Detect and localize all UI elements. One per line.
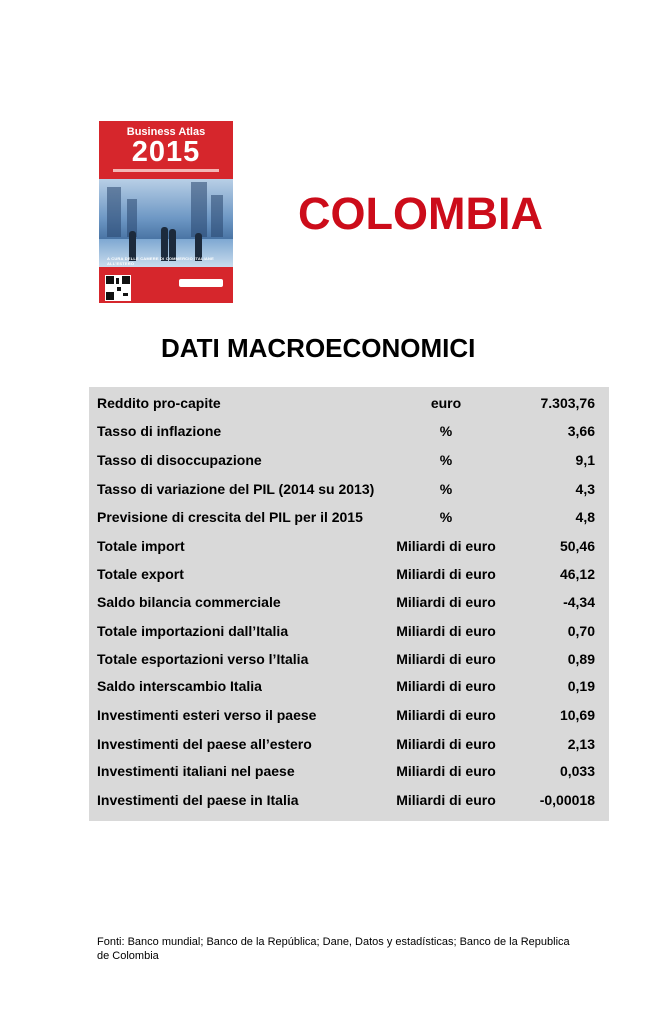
qr-code-icon bbox=[105, 275, 131, 301]
table-row: Saldo bilancia commerciale Miliardi di euro -4,34 bbox=[97, 594, 595, 610]
table-row: Tasso di variazione del PIL (2014 su 2013) % 4,3 bbox=[97, 481, 595, 497]
table-row: Investimenti esteri verso il paese Miliardi di euro 10,69 bbox=[97, 707, 595, 723]
cover-subtitle-bar bbox=[113, 169, 219, 172]
table-row: Previsione di crescita del PIL per il 2015 % 4,8 bbox=[97, 509, 595, 525]
cover-photo bbox=[99, 179, 233, 267]
table-row: Saldo interscambio Italia Miliardi di euro 0,19 bbox=[97, 678, 595, 694]
country-title: COLOMBIA bbox=[298, 188, 543, 239]
table-row: Tasso di disoccupazione % 9,1 bbox=[97, 452, 595, 468]
table-row: Totale import Miliardi di euro 50,46 bbox=[97, 538, 595, 554]
table-row: Investimenti del paese all’estero Miliardi di euro 2,13 bbox=[97, 736, 595, 752]
table-row: Totale esportazioni verso l’Italia Miliardi di euro 0,89 bbox=[97, 651, 595, 667]
publisher-logo bbox=[179, 279, 223, 287]
table-row: Tasso di inflazione % 3,66 bbox=[97, 423, 595, 439]
section-heading: DATI MACROECONOMICI bbox=[161, 333, 476, 363]
table-row: Totale export Miliardi di euro 46,12 bbox=[97, 566, 595, 582]
table-row: Investimenti del paese in Italia Miliardi di euro -0,00018 bbox=[97, 792, 595, 808]
sources-note: Fonti: Banco mundial; Banco de la República; Dane, Datos y estadísticas; Banco de la Republica de Colombia bbox=[97, 936, 570, 962]
table-row: Investimenti italiani nel paese Miliardi di euro 0,033 bbox=[97, 763, 595, 779]
cover-year: 2015 bbox=[131, 136, 201, 168]
table-row: Totale importazioni dall’Italia Miliardi di euro 0,70 bbox=[97, 623, 595, 639]
cover-title: Business Atlas bbox=[126, 126, 206, 138]
table-row: Reddito pro-capite euro 7.303,76 bbox=[97, 395, 595, 411]
macro-table bbox=[89, 387, 609, 821]
cover-caption: A CURA DELLE CAMERE DI COMMERCIO ITALIANE ALL'ESTERO bbox=[107, 256, 214, 266]
business-atlas-cover-image bbox=[99, 121, 233, 303]
